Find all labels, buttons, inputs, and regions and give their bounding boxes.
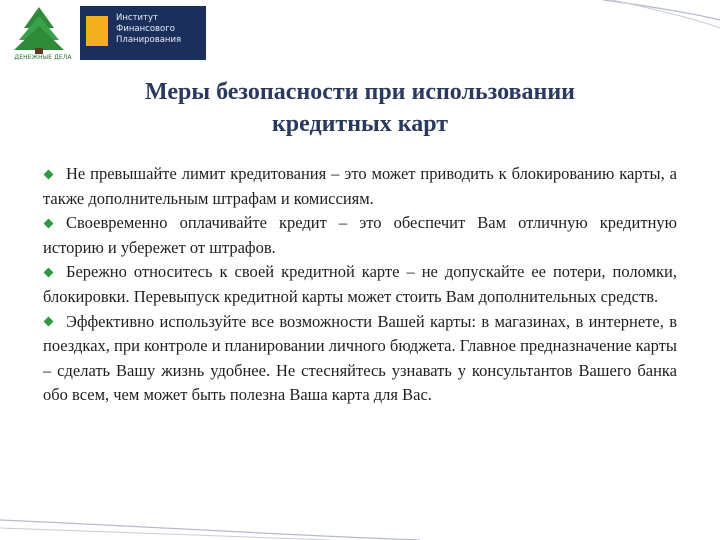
bullet-text: Не превышайте лимит кредитования – это может приводить к блокированию карты, а также дополнительным штрафам и комиссиям. [43, 164, 677, 208]
title-line: кредитных карт [271, 111, 449, 137]
logo-line: Планирования [116, 35, 182, 45]
title-line: Меры безопасности при использовании [145, 79, 575, 105]
logo-left [4, 4, 74, 64]
bullet-icon [44, 317, 54, 327]
bullet-text: Бережно относитесь к своей кредитной карте – не допускайте ее потери, поломки, блокировки. Перевыпуск кредитной карты может стоить Вам дополнительных средств. [43, 262, 677, 306]
bullet-list [43, 162, 677, 408]
logo-right-text [116, 13, 181, 46]
logo-accent-square [86, 16, 108, 46]
logo-left-text: ДЕНЕЖНЫЕ ДЕЛА [14, 54, 72, 61]
tree-logo-icon [4, 4, 74, 56]
logo-line: Институт [116, 13, 158, 23]
slide-title [60, 76, 660, 140]
bullet-item [43, 310, 677, 408]
logo-line: Финансового [116, 24, 175, 34]
logo-right [80, 6, 206, 60]
bullet-text: Своевременно оплачивайте кредит – это обеспечит Вам отличную кредитную историю и убережет от штрафов. [43, 213, 677, 257]
bullet-icon [44, 169, 54, 179]
bullet-item [43, 162, 677, 211]
bullet-text: Эффективно используйте все возможности Вашей карты: в магазинах, в интернете, в поездках, при контроле и планировании личного бюджета. Главное предназначение карты – сделать Вашу жизнь удобнее. Не стесняйтесь узнавать у консультантов Вашего банка обо всем, чем может быть полезна Ваша карта для Вас. [43, 311, 677, 405]
bullet-item [43, 260, 677, 309]
bullet-icon [44, 218, 54, 228]
bullet-item [43, 211, 677, 260]
bullet-icon [44, 268, 54, 278]
